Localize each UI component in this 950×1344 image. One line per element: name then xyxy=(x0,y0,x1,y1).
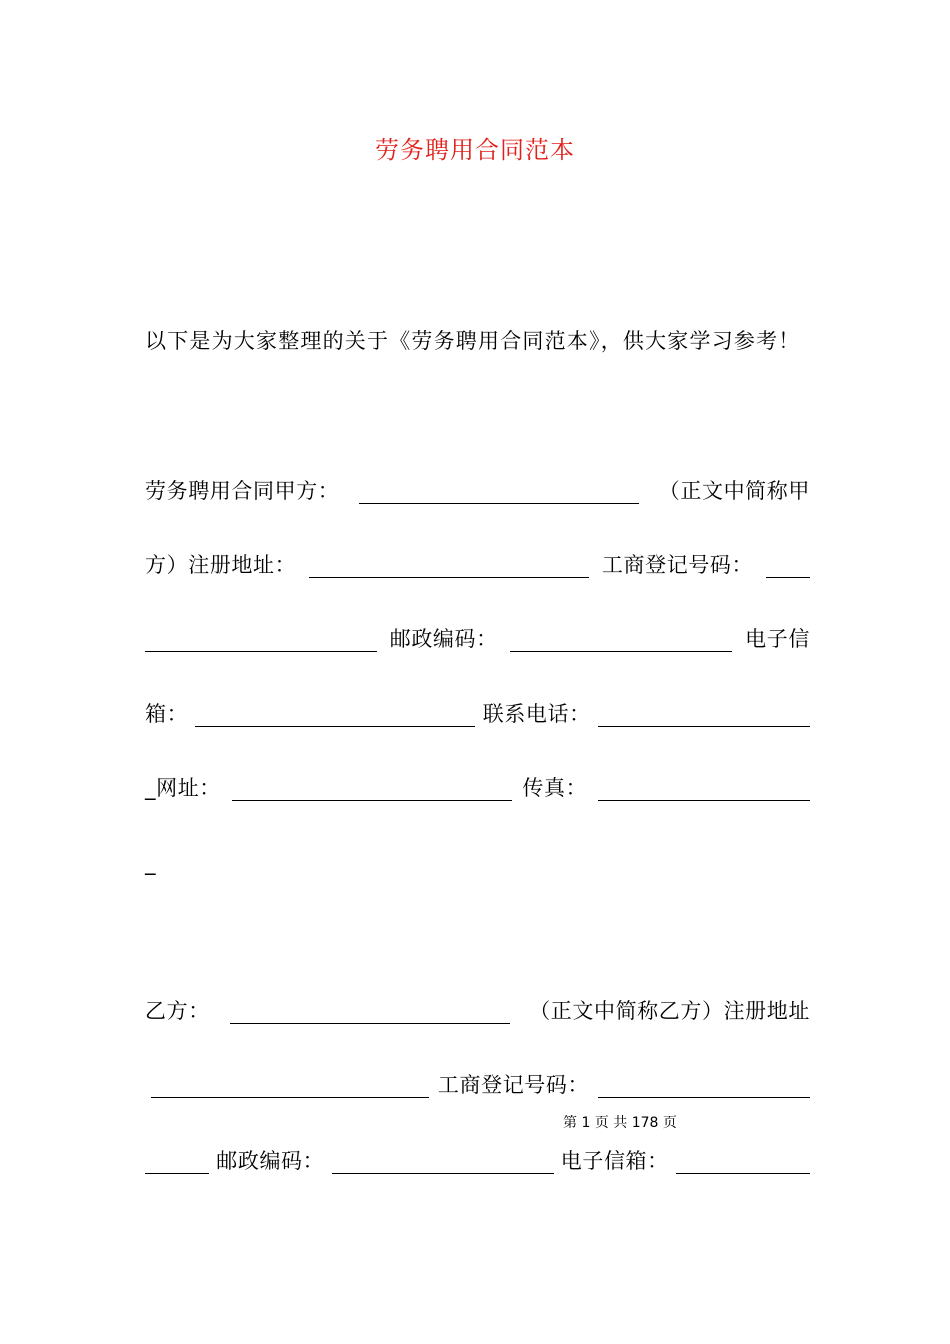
party-b-email-label: 电子信箱： xyxy=(560,1149,669,1173)
party-a-label: 劳务聘用合同甲方： xyxy=(145,479,340,503)
party-b-line-1 xyxy=(145,996,810,1026)
party-a-email-blank[interactable] xyxy=(195,724,475,727)
party-b-line-2 xyxy=(145,1070,810,1100)
party-b-name-blank[interactable] xyxy=(230,1021,510,1024)
party-a-line-5 xyxy=(145,773,810,803)
party-b-label: 乙方： xyxy=(145,999,210,1023)
document-title: 劳务聘用合同范本 xyxy=(375,136,575,164)
party-a-line-4 xyxy=(145,699,810,729)
party-a-line-6 xyxy=(145,848,810,878)
party-b-registration-blank-end[interactable] xyxy=(145,1171,209,1174)
party-a-postcode-label: 邮政编码： xyxy=(389,627,498,651)
party-b-short-name-note: （正文中简称乙方）注册地址 xyxy=(529,999,810,1023)
party-a-email-label-start: 电子信 xyxy=(745,627,810,651)
party-a-registration-label: 工商登记号码： xyxy=(601,553,754,577)
party-a-line-1 xyxy=(145,476,810,506)
intro-paragraph xyxy=(145,326,810,356)
party-a-line-3 xyxy=(145,624,810,654)
party-b-line-3 xyxy=(145,1146,810,1176)
party-a-line-2 xyxy=(145,550,810,580)
party-a-email-label-end: 箱： xyxy=(145,702,189,726)
party-b-registration-blank[interactable] xyxy=(598,1095,810,1098)
party-a-fax-blank[interactable] xyxy=(598,798,810,801)
party-a-short-name-note: （正文中简称甲 xyxy=(658,479,810,503)
party-a-registration-blank-end[interactable] xyxy=(145,649,377,652)
party-a-postcode-blank[interactable] xyxy=(510,649,732,652)
party-a-fax-label: 传真： xyxy=(522,776,588,800)
party-b-address-blank[interactable] xyxy=(151,1095,429,1098)
page-footer: 第 1 页 共 178 页 xyxy=(563,1115,677,1131)
party-b-email-blank[interactable] xyxy=(676,1171,810,1174)
party-a-website-blank[interactable] xyxy=(232,798,512,801)
party-a-name-blank[interactable] xyxy=(359,501,639,504)
party-a-registration-blank-start[interactable] xyxy=(766,575,810,578)
party-b-postcode-blank[interactable] xyxy=(332,1171,554,1174)
party-a-website-label: _网址： xyxy=(145,776,221,800)
party-a-address-label: 方）注册地址： xyxy=(145,553,297,577)
party-a-fax-blank-end: _ xyxy=(145,851,157,875)
party-a-phone-blank[interactable] xyxy=(598,724,810,727)
party-a-address-blank[interactable] xyxy=(309,575,589,578)
party-a-phone-label: 联系电话： xyxy=(482,702,591,726)
party-b-postcode-label: 邮政编码： xyxy=(216,1149,325,1173)
intro-text: 以下是为大家整理的关于《劳务聘用合同范本》，供大家学习参考！ xyxy=(145,329,801,353)
party-b-registration-label: 工商登记号码： xyxy=(437,1073,590,1097)
